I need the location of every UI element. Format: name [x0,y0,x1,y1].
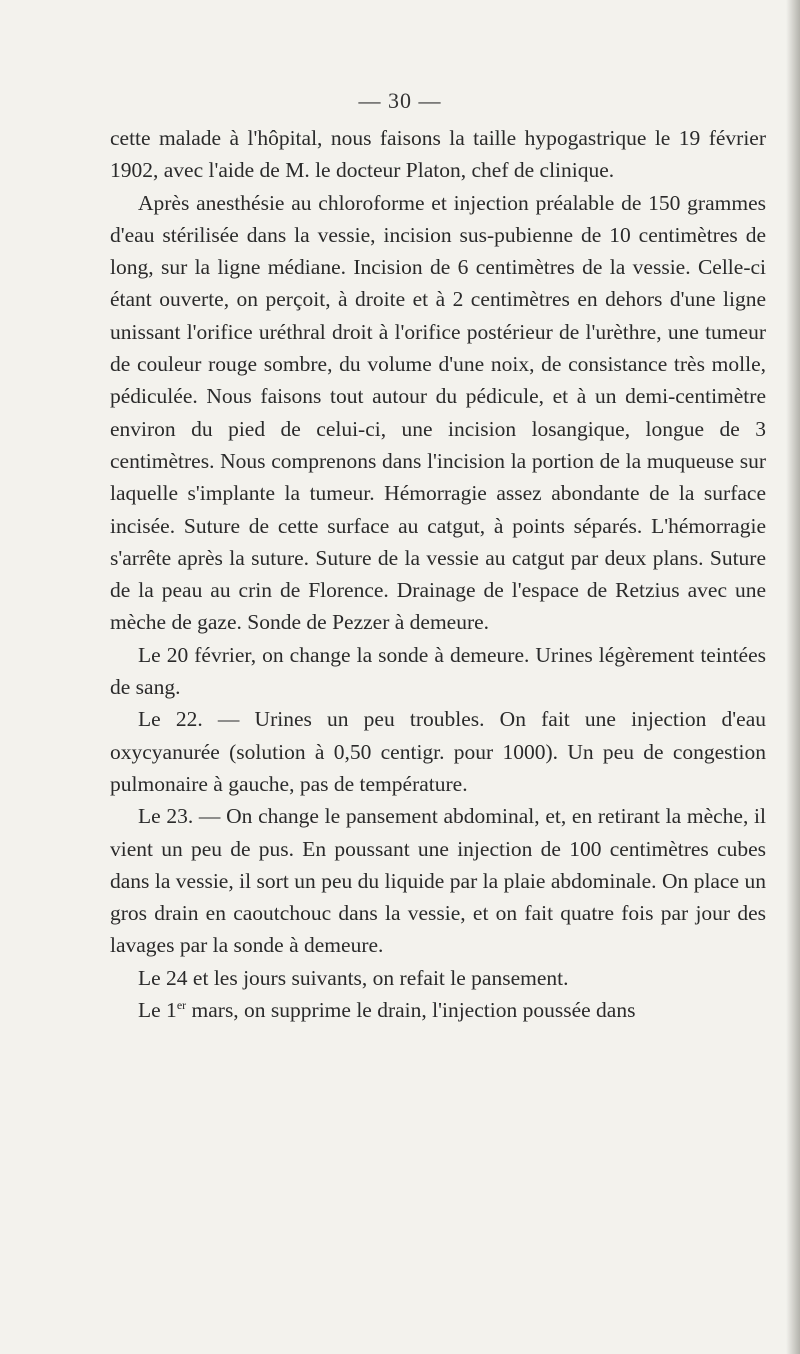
march-1-text: mars, on supprime le drain, l'injection poussée dans [186,998,636,1023]
march-1-prefix: Le 1 [138,998,177,1023]
paragraph-march-1 [110,994,766,1026]
page-edge-shadow [786,0,800,1354]
paragraph-continuation: cette malade à l'hôpital, nous faisons la taille hypogastrique le 19 février 1902, avec l'aide de M. le docteur Platon, chef de clinique. [110,126,766,183]
paragraph-operation: Après anesthésie au chloroforme et injection préalable de 150 grammes d'eau stérilisée dans la vessie, incision sus-pubienne de 10 centimètres de long, sur la ligne médiane. Incision de 6 centimètres de la vessie. Celle-ci étant ouverte, on perçoit, à droite et à 2 centimètres en dehors d'une ligne unissant l'orifice uréthral droit à l'orifice postérieur de l'urèthre, une tumeur de couleur rouge sombre, du volume d'une noix, de consistance très molle, pédiculée. Nous faisons tout autour du pédicule, et à un demi-centimètre environ du pied de celui-ci, une incision losangique, longue de 3 centimètres. Nous comprenons dans l'incision la portion de la muqueuse sur laquelle s'implante la tumeur. Hémorragie assez abondante de la surface incisée. Suture de cette surface au catgut, à points séparés. L'hémorragie s'arrête après la suture. Suture de la vessie au catgut par deux plans. Suture de la peau au crin de Florence. Drainage de l'espace de Retzius avec une mèche de gaze. Sonde de Pezzer à demeure. [110,190,766,635]
page-number: — 30 — [358,88,442,113]
paragraph-feb-24: Le 24 et les jours suivants, on refait le pansement. [138,965,569,990]
paragraph-feb-23: Le 23. — On change le pansement abdominal, et, en retirant la mèche, il vient un peu de pus. En poussant une injection de 100 centimètres cubes dans la vessie, il sort un peu du liquide par la plaie abdominale. On place un gros drain en caoutchouc dans la vessie, et on fait quatre fois par jour des lavages par la sonde à demeure. [110,804,766,958]
ordinal-superscript: er [176,998,187,1013]
body-text [110,122,766,1026]
paragraph-feb-20: Le 20 février, on change la sonde à demeure. Urines légèrement teintées de sang. [110,642,766,700]
paragraph-feb-22: Le 22. — Urines un peu troubles. On fait une injection d'eau oxycyanurée (solution à 0,50 centigr. pour 1000). Un peu de congestion pulmonaire à gauche, pas de température. [110,707,766,796]
